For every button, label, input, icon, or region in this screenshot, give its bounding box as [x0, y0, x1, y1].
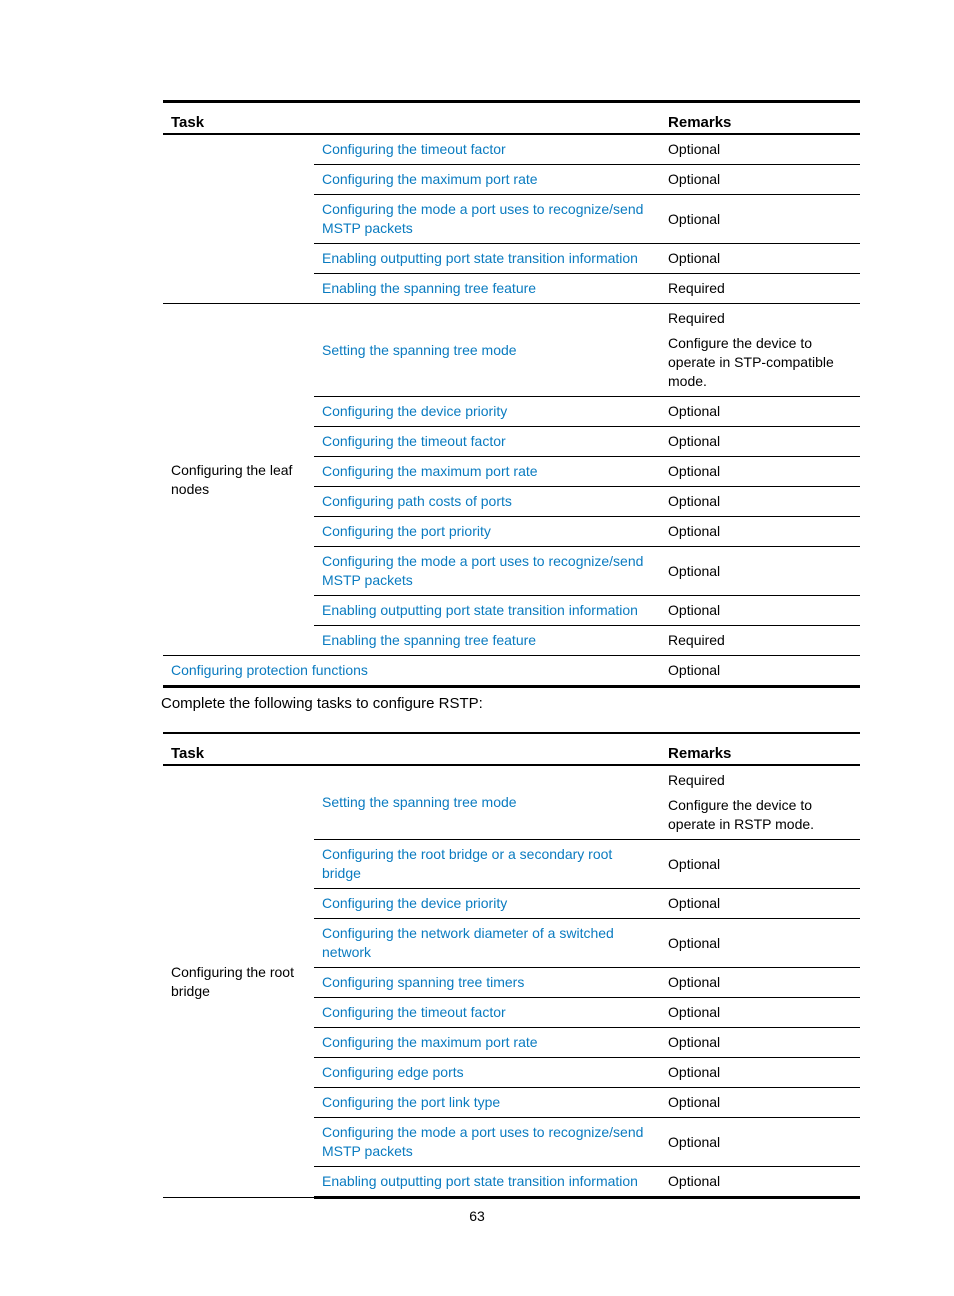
- remark-cell: Optional: [660, 1088, 860, 1118]
- remark-cell: Optional: [660, 1028, 860, 1058]
- task-link[interactable]: Configuring the port priority: [322, 523, 491, 539]
- task-link-protection-functions[interactable]: Configuring protection functions: [171, 662, 368, 678]
- remark-cell: Optional: [660, 547, 860, 596]
- remark-cell: Optional: [660, 427, 860, 457]
- remark-cell: Optional: [660, 244, 860, 274]
- task-link[interactable]: Enabling the spanning tree feature: [322, 280, 537, 296]
- group-label-leaf-nodes: Configuring the leaf nodes: [163, 304, 314, 656]
- remark-cell: Optional: [660, 397, 860, 427]
- remark-required: Required: [668, 772, 725, 788]
- task-link[interactable]: Configuring the timeout factor: [322, 1004, 506, 1020]
- task-link[interactable]: Configuring the mode a port uses to recognize/send MSTP packets: [322, 553, 644, 588]
- task-link[interactable]: Enabling outputting port state transition information: [322, 1173, 638, 1189]
- remark-cell: Optional: [660, 1118, 860, 1167]
- task-link[interactable]: Configuring the network diameter of a switched network: [322, 925, 614, 960]
- task-link[interactable]: Configuring the timeout factor: [322, 141, 506, 157]
- task-link[interactable]: Enabling outputting port state transition information: [322, 250, 638, 266]
- rstp-task-table: [163, 732, 860, 1199]
- intro-paragraph: Complete the following tasks to configure RSTP:: [161, 695, 483, 712]
- task-link[interactable]: Configuring path costs of ports: [322, 493, 512, 509]
- stp-task-table: [163, 100, 860, 688]
- task-link[interactable]: Configuring the device priority: [322, 403, 508, 419]
- task-link[interactable]: Configuring the maximum port rate: [322, 171, 538, 187]
- task-link[interactable]: Configuring the maximum port rate: [322, 1034, 538, 1050]
- task-link[interactable]: Configuring spanning tree timers: [322, 974, 525, 990]
- remark-cell: Optional: [660, 889, 860, 919]
- task-column-header: Task: [163, 102, 660, 135]
- task-link[interactable]: Configuring the port link type: [322, 1094, 501, 1110]
- task-link[interactable]: Enabling outputting port state transition information: [322, 602, 638, 618]
- remark-cell: Optional: [660, 457, 860, 487]
- task-link[interactable]: Configuring the device priority: [322, 895, 508, 911]
- task-link[interactable]: Configuring the timeout factor: [322, 433, 506, 449]
- remark-note: Configure the device to operate in STP-compatible mode.: [668, 335, 834, 389]
- task-link[interactable]: Configuring the mode a port uses to recognize/send MSTP packets: [322, 1124, 644, 1159]
- task-link[interactable]: Configuring edge ports: [322, 1064, 464, 1080]
- remark-cell: Optional: [660, 1058, 860, 1088]
- remark-cell: Optional: [660, 195, 860, 244]
- task-link[interactable]: Setting the spanning tree mode: [322, 341, 517, 358]
- remark-cell: Optional: [660, 919, 860, 968]
- task-link[interactable]: Setting the spanning tree mode: [322, 794, 517, 810]
- remark-cell: Optional: [660, 1167, 860, 1198]
- group-label-cell: [163, 134, 314, 304]
- remarks-column-header: Remarks: [660, 733, 860, 765]
- remark-cell: Optional: [660, 596, 860, 626]
- remark-cell: Optional: [660, 656, 860, 687]
- remark-cell: Required: [660, 626, 860, 656]
- remark-cell: Required: [660, 274, 860, 304]
- task-link[interactable]: Enabling the spanning tree feature: [322, 632, 537, 648]
- remark-cell: Optional: [660, 134, 860, 165]
- remark-cell: Optional: [660, 968, 860, 998]
- remark-cell: Optional: [660, 165, 860, 195]
- remarks-column-header: Remarks: [660, 102, 860, 135]
- page-number: 63: [469, 1208, 485, 1224]
- remark-cell: Optional: [660, 998, 860, 1028]
- remark-cell: Optional: [660, 517, 860, 547]
- remark-cell: [660, 765, 860, 840]
- task-column-header: Task: [163, 733, 660, 765]
- task-link[interactable]: Configuring the maximum port rate: [322, 463, 538, 479]
- task-link[interactable]: Configuring the root bridge or a secondary root bridge: [322, 846, 613, 881]
- remark-cell: Optional: [660, 840, 860, 889]
- remark-note: Configure the device to operate in RSTP mode.: [668, 797, 815, 832]
- group-label-root-bridge: Configuring the root bridge: [163, 765, 314, 1198]
- remark-required: Required: [668, 310, 725, 326]
- remark-cell: Optional: [660, 487, 860, 517]
- task-link[interactable]: Configuring the mode a port uses to recognize/send MSTP packets: [322, 201, 644, 236]
- remark-cell: [660, 304, 860, 397]
